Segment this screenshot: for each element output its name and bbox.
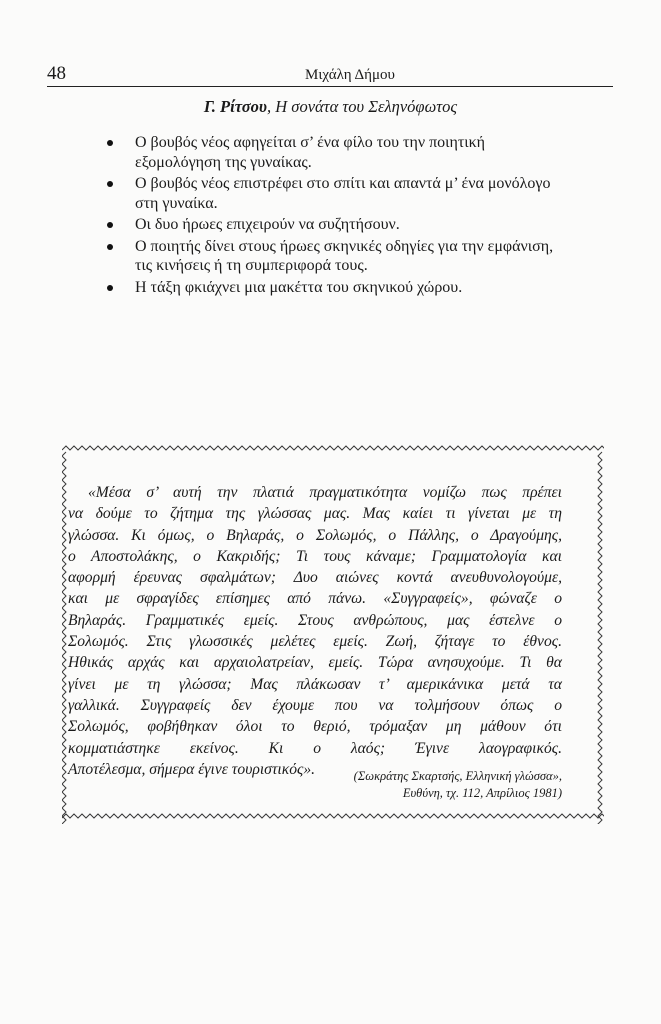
quote-line: και με σφραγίδες επίσημες από πάνω. «Συγγραφείς», φώναζε ο <box>68 590 562 608</box>
quote-line: γαλλικά. Συγγραφείς δεν έχουμε που να τολμήσουν όπως ο <box>68 696 562 714</box>
list-item-line: στη γυναίκα. <box>135 194 218 212</box>
list-item-line: Ο βουβός νέος επιστρέφει στο σπίτι και απαντά μ’ ένα μονόλογο <box>135 175 551 192</box>
quote-line: αφορμή έρευνας σφαλμάτων; Δυο αιώνες κοντά ανευθυνολογούμε, <box>68 569 562 587</box>
list-item <box>105 174 600 213</box>
quote-text <box>68 482 562 780</box>
list-item-line: Οι δυο ήρωες επιχειρούν να συζητήσουν. <box>135 216 400 233</box>
list-item-line: εξομολόγηση της γυναίκας. <box>135 153 312 171</box>
list-item-line: Ο βουβός νέος αφηγείται σ’ ένα φίλο του την ποιητική <box>135 134 485 151</box>
quote-line: Βηλαράς. Γραμματικές εμείς. Στους ανθρώπους, μας έστελνε ο <box>68 611 562 629</box>
citation-line: Ευθύνη, τχ. 112, Απρίλιος 1981) <box>402 786 562 800</box>
activity-list <box>105 133 600 299</box>
page-number: 48 <box>47 63 66 84</box>
quote-line: «Μέσα σ’ αυτή την πλατιά πραγματικότητα νομίζω πως πρέπει <box>88 484 562 501</box>
list-item-line: Η τάξη φκιάχνει μια μακέττα του σκηνικού χώρου. <box>135 278 463 296</box>
list-item <box>105 278 600 298</box>
section-heading <box>0 97 661 117</box>
heading-work: , Η σονάτα του Σεληνόφωτος <box>267 97 458 116</box>
page-header <box>47 64 613 87</box>
quote-line: γίνει με τη γλώσσα; Μας πλάκωσαν τ’ αμερικάνικα μετά τα <box>68 675 562 693</box>
list-item-line: Ο ποιητής δίνει στους ήρωες σκηνικές οδηγίες για την εμφάνιση, <box>135 237 554 255</box>
citation-line: (Σωκράτης Σκαρτσής, Ελληνική γλώσσα», <box>353 769 562 783</box>
quote-line: Σολωμός, φοβήθηκαν όλοι το θεριό, τρόμαξαν μη μάθουν ότι <box>68 718 562 736</box>
quote-line: Ηθικάς αρχάς και αρχαιολατρείαν, εμείς. Τώρα ανησυχούμε. Τι θα <box>68 654 562 672</box>
list-item <box>105 133 600 172</box>
heading-author: Γ. Ρίτσου <box>203 97 268 116</box>
quote-line: Σολωμός. Στις γλωσσικές μελέτες εμείς. Ζωή, ζήταγε το έθνος. <box>68 633 562 651</box>
quote-line: ο Αποστολάκης, ο Κακριδής; Τι τους κάναμε; Γραμματολογία και <box>68 547 562 565</box>
quote-line: κομματιάστηκε εκείνος. Κι ο λαός; Έγινε λαογραφικός. <box>68 739 562 757</box>
quote-line: γλώσσα. Κι όμως, ο Βηλαράς, ο Σολωμός, ο Πάλλης, ο Δραγούμης, <box>68 526 562 544</box>
list-item <box>105 215 600 235</box>
list-item-line: τις κινήσεις ή τη συμπεριφορά τους. <box>135 257 368 274</box>
quote-line: Αποτέλεσμα, σήμερα έγινε τουριστικός». <box>68 760 316 778</box>
list-item <box>105 237 600 276</box>
quote-line: να δούμε το ζήτημα της γλώσσας μας. Μας καίει τι γίνεται με τη <box>68 505 562 523</box>
running-title: Μιχάλη Δήμου <box>305 67 395 83</box>
citation <box>354 768 562 802</box>
